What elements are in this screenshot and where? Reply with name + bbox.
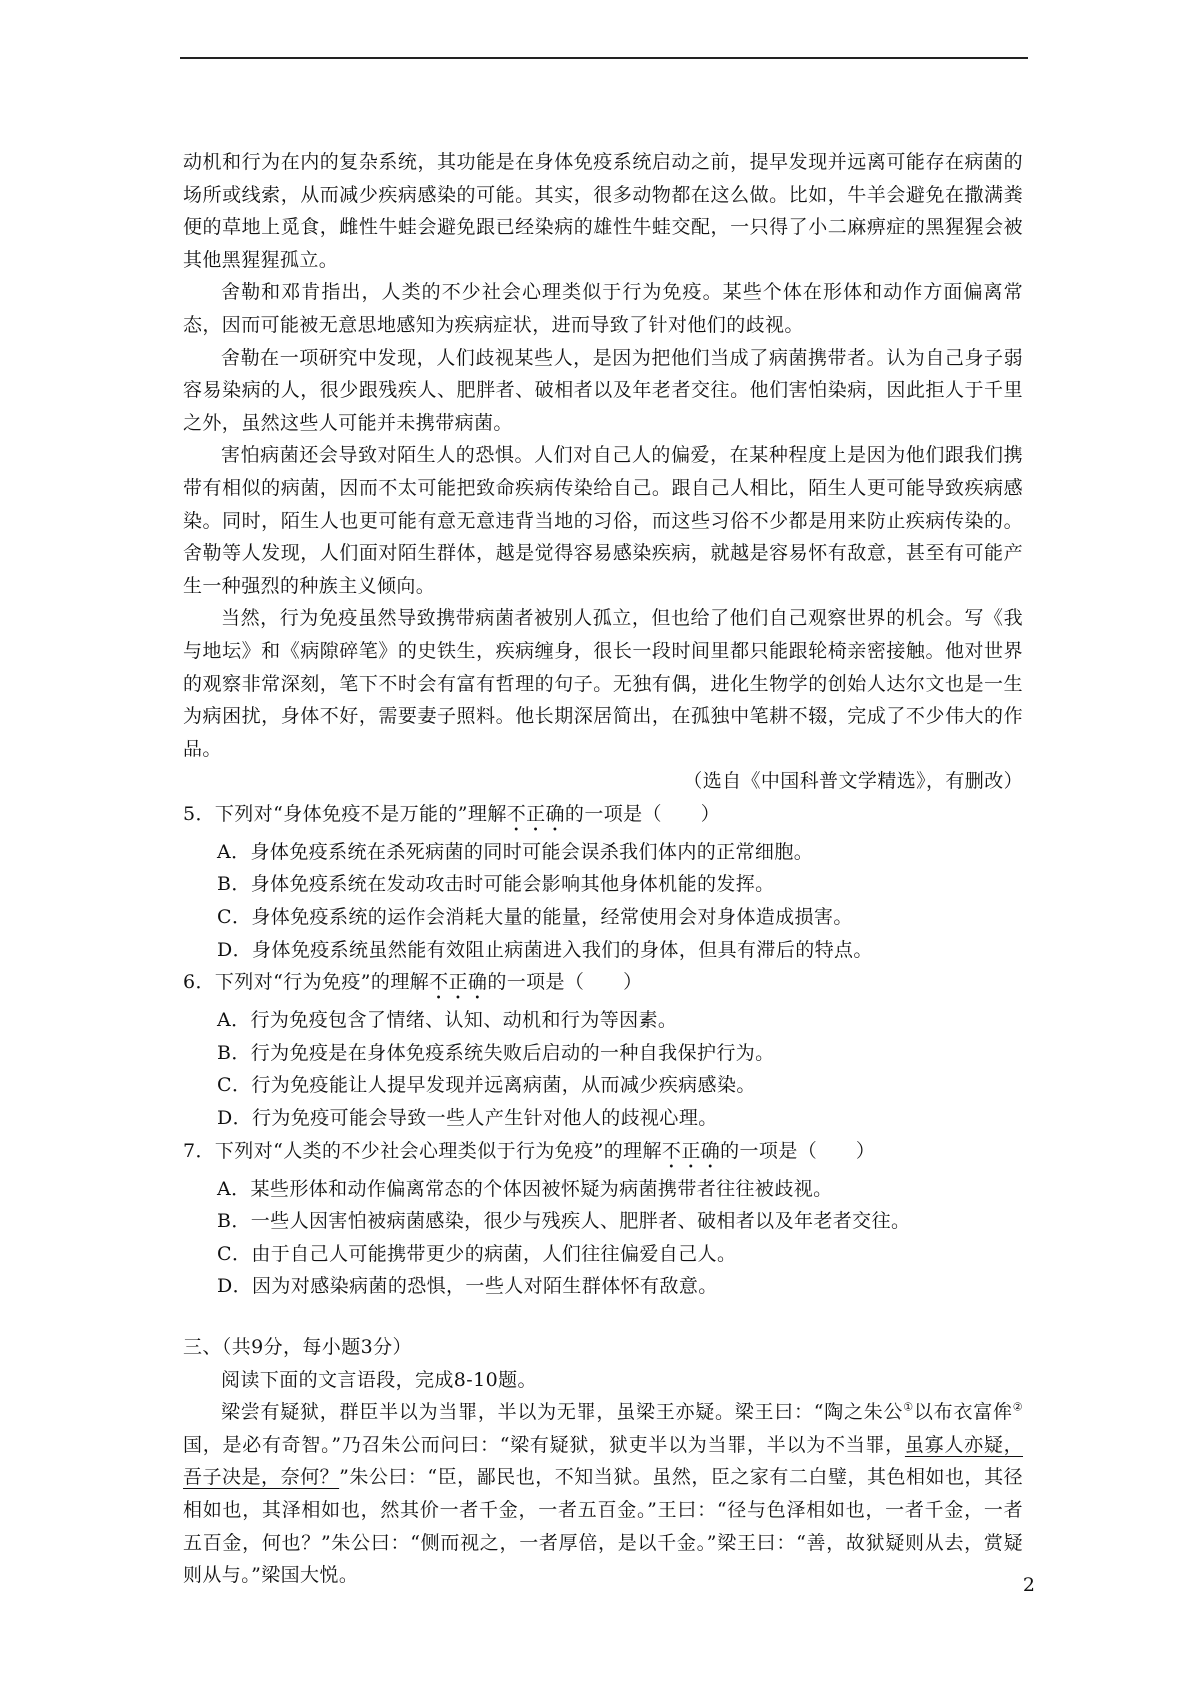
passage-paragraph-5: 当然，行为免疫虽然导致携带病菌者被别人孤立，但也给了他们自己观察世界的机会。写《我与地坛》和《病隙碎笔》的史铁生，疾病缠身，很长一段时间里都只能跟轮椅亲密接触。他对世界的观察非常深刻，笔下不时会有富有哲理的句子。无独有偶，进化生物学的创始人达尔文也是一生为病困扰，身体不好，需要妻子照料。他长期深居简出，在孤独中笔耕不辍，完成了不少伟大的作品。	[183, 607, 1023, 760]
question-7-option-a: A．某些形体和动作偏离常态的个体因被怀疑为病菌携带者往往被歧视。	[217, 1177, 833, 1200]
question-7-stem: 7．下列对“人类的不少社会心理类似于行为免疫”的理解	[183, 1139, 662, 1162]
section-3-heading: 三、（共9分，每小题3分）	[183, 1336, 412, 1358]
passage-paragraph-3: 舍勒在一项研究中发现，人们歧视某些人，是因为把他们当成了病菌携带者。认为自己身子弱容易染病的人，很少跟残疾人、肥胖者、破相者以及年老者交往。他们害怕染病，因此拒人于千里之外，虽然这些人可能并未携带病菌。	[183, 346, 1023, 434]
passage-source: （选自《中国科普文学精选》，有删改）	[683, 770, 1023, 793]
question-6-option-d: D．行为免疫可能会导致一些人产生针对他人的歧视心理。	[217, 1107, 718, 1130]
footnote-marker-2: ②	[1012, 1400, 1023, 1414]
classical-text-2: 以布衣富侔	[913, 1401, 1013, 1424]
question-7	[183, 1135, 1023, 1173]
question-5-tail: 的一项是（ ）	[564, 802, 721, 825]
question-6	[183, 966, 1023, 1004]
footnote-marker-1: ①	[903, 1400, 914, 1414]
section-gap	[183, 1303, 1023, 1331]
passage-paragraph-2: 舍勒和邓肯指出，人类的不少社会心理类似于行为免疫。某些个体在形体和动作方面偏离常态，因而可能被无意思地感知为疾病症状，进而导致了针对他们的歧视。	[183, 281, 1023, 336]
question-5-emphasis: 不正确	[506, 802, 565, 825]
classical-text-4: ”朱公曰：“臣，鄙民也，不知当狱。虽然，臣之家有二白璧，其色相如也，其径相如也，其泽相如也，然其价一者千金，一者五百金。”王曰：“径与色泽相如也，一者千金，一者五百金，何也？”朱公曰：“侧而视之，一者厚倍，是以千金。”梁王曰：“善，故狱疑则从去，赏疑则从与。”梁国大悦。	[183, 1466, 1023, 1587]
question-6-option-c: C．行为免疫能让人提早发现并远离病菌，从而减少疾病感染。	[217, 1074, 756, 1097]
question-6-option-b: B．行为免疫是在身体免疫系统失败后启动的一种自我保护行为。	[217, 1041, 775, 1064]
section-3-instruction: 阅读下面的文言语段，完成8-10题。	[221, 1368, 537, 1391]
question-5	[183, 798, 1023, 836]
question-7-tail: 的一项是（ ）	[720, 1139, 876, 1162]
classical-passage	[183, 1396, 1023, 1592]
question-5-option-b: B．身体免疫系统在发动攻击时可能会影响其他身体机能的发挥。	[217, 873, 775, 896]
underlined-sentence: 虽寡人亦疑，吾子决是，奈何？	[183, 1433, 1023, 1489]
classical-text-3: 国，是必有奇智。”乃召朱公而问曰：“梁有疑狱，狱吏半以为当罪，半以为不当罪，	[183, 1433, 905, 1456]
question-5-stem: 5．下列对“身体免疫不是万能的”理解	[183, 802, 507, 825]
question-7-option-c: C．由于自己人可能携带更少的病菌，人们往往偏爱自己人。	[217, 1242, 737, 1265]
content	[183, 146, 1023, 1592]
question-7-option-d: D．因为对感染病菌的恐惧，一些人对陌生群体怀有敌意。	[217, 1275, 718, 1298]
question-6-emphasis: 不正确	[429, 971, 488, 994]
question-5-option-c: C．身体免疫系统的运作会消耗大量的能量，经常使用会对身体造成损害。	[217, 906, 853, 929]
passage-paragraph-1: 动机和行为在内的复杂系统，其功能是在身体免疫系统启动之前，提早发现并远离可能存在病菌的场所或线索，从而减少疾病感染的可能。其实，很多动物都在这么做。比如，牛羊会避免在撒满粪便的草地上觅食，雌性牛蛙会避免跟已经染病的雄性牛蛙交配，一只得了小二麻痹症的黑猩猩会被其他黑猩猩孤立。	[183, 151, 1023, 271]
question-7-emphasis: 不正确	[661, 1139, 721, 1162]
question-5-option-a: A．身体免疫系统在杀死病菌的同时可能会误杀我们体内的正常细胞。	[217, 840, 814, 863]
question-7-option-b: B．一些人因害怕被病菌感染，很少与残疾人、肥胖者、破相者以及年老者交往。	[217, 1210, 911, 1233]
page-number: 2	[1022, 1574, 1035, 1596]
question-6-stem: 6．下列对“行为免疫”的理解	[183, 971, 430, 994]
question-5-option-d: D．身体免疫系统虽然能有效阻止病菌进入我们的身体，但具有滞后的特点。	[217, 938, 873, 961]
question-6-option-a: A．行为免疫包含了情绪、认知、动机和行为等因素。	[217, 1009, 678, 1032]
passage-paragraph-4: 害怕病菌还会导致对陌生人的恐惧。人们对自己人的偏爱，在某种程度上是因为他们跟我们携带有相似的病菌，因而不太可能把致命疾病传染给自己。跟自己人相比，陌生人更可能导致疾病感染。同时，陌生人也更可能有意无意违背当地的习俗，而这些习俗不少都是用来防止疾病传染的。舍勒等人发现，人们面对陌生群体，越是觉得容易感染疾病，就越是容易怀有敌意，甚至有可能产生一种强烈的种族主义倾向。	[183, 444, 1023, 597]
classical-text-1: 梁尝有疑狱，群臣半以为当罪，半以为无罪，虽梁王亦疑。梁王曰：“陶之朱公	[221, 1401, 904, 1424]
question-6-tail: 的一项是（ ）	[487, 971, 643, 994]
header-rule	[180, 57, 1028, 59]
